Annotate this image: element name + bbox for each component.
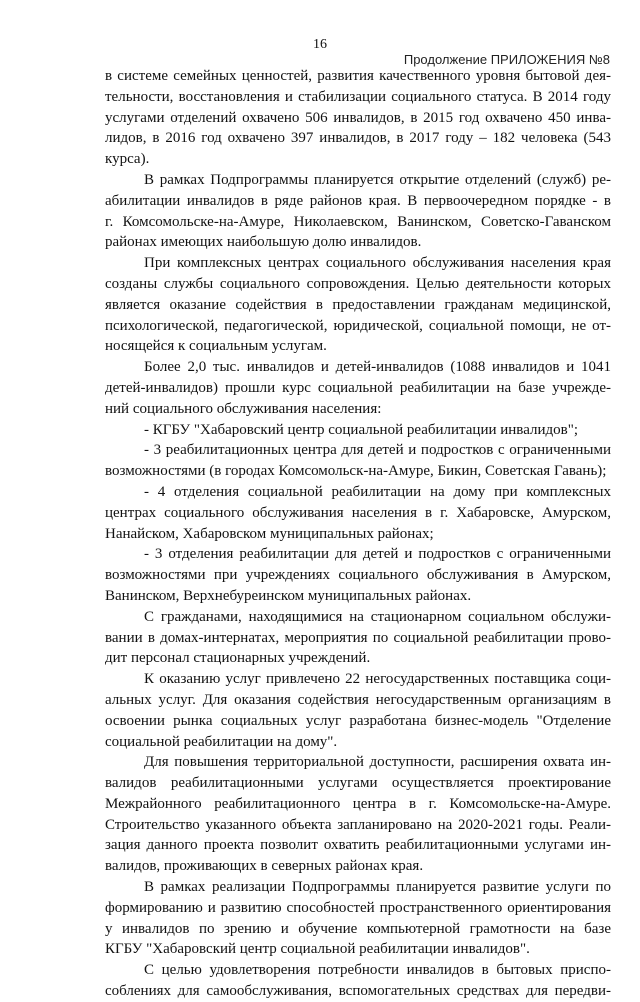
text-line: формированию и развитию способностей пространственного ориентирования <box>105 899 611 916</box>
continuation-label: Продолжение ПРИЛОЖЕНИЯ №8 <box>403 52 610 67</box>
text-line: ний социального обслуживания населения: <box>105 400 382 417</box>
text-line: Строительство указанного объекта запланировано на 2020-2021 годы. Реали- <box>105 816 611 833</box>
paragraph-first-line: При комплексных центрах социального обслуживания населения края <box>144 255 611 272</box>
paragraph-first-line: Более 2,0 тыс. инвалидов и детей-инвалидов (1088 инвалидов и 1041 <box>144 359 611 376</box>
paragraph-first-line: Для повышения территориальной доступности, расширения охвата ин- <box>144 754 611 771</box>
document-body <box>105 66 611 1002</box>
text-line: детей-инвалидов) прошли курс социальной реабилитации на базе учрежде- <box>105 379 611 396</box>
text-line: тельности, восстановления и стабилизации социального статуса. В 2014 году <box>105 88 611 105</box>
text-line: возможностями при учреждениях социального обслуживания в Амурском, <box>105 567 611 584</box>
text-line: вании в домах-интернатах, мероприятия по социальной реабилитации прово- <box>105 629 611 646</box>
text-line: в системе семейных ценностей, развития качественного уровня бытовой дея- <box>105 68 611 84</box>
list-item: - 4 отделения социальной реабилитации на дому при комплексных <box>144 483 611 500</box>
text-line: валидов реабилитационными услугами осуществляется проектирование <box>105 775 611 792</box>
text-line: созданы службы социального сопровождения. Целью деятельности которых <box>105 275 611 292</box>
text-line: зация данного проекта позволит охватить реабилитационными услугами ин- <box>105 837 611 854</box>
text-line: альных услуг. Для оказания содействия негосударственным организациям в <box>105 691 611 708</box>
paragraph-first-line: В рамках Подпрограммы планируется открытие отделений (служб) ре- <box>144 171 611 188</box>
text-line: психологической, педагогической, юридической, социальной помощи, не от- <box>105 317 611 334</box>
text-line: услугами отделений охвачено 506 инвалидов, в 2015 год охвачено 450 инва- <box>105 109 611 126</box>
text-line: у инвалидов по зрению и обучение компьютерной грамотности на базе <box>105 920 611 937</box>
text-line: Межрайонного реабилитационного центра в г. Комсомольске-на-Амуре. <box>105 795 611 812</box>
text-line: возможностями (в городах Комсомольск-на-Амуре, Бикин, Советская Гавань); <box>105 463 607 480</box>
list-item: - КГБУ "Хабаровский центр социальной реабилитации инвалидов"; <box>144 421 579 438</box>
text-line: центрах социального обслуживания населения в г. Хабаровске, Амурском, <box>105 504 611 521</box>
paragraph-first-line: К оказанию услуг привлечено 22 негосударственных поставщика соци- <box>144 671 611 688</box>
text-line: валидов, проживающих в северных районах края. <box>105 858 424 875</box>
paragraph-first-line: С целью удовлетворения потребности инвалидов в бытовых приспо- <box>144 962 611 979</box>
text-line: освоении рынка социальных услуг разработана бизнес-модель "Отделение <box>105 712 611 729</box>
text-line: КГБУ "Хабаровский центр социальной реабилитации инвалидов". <box>105 941 530 958</box>
page-number: 16 <box>313 37 327 52</box>
list-item: - 3 реабилитационных центра для детей и подростков с ограниченными <box>144 442 611 459</box>
text-line: абилитации инвалидов в ряде районов края. В первоочередном порядке - в <box>105 192 611 209</box>
text-line: соблениях для самообслуживания, вспомогательных средствах для передви- <box>105 983 611 1000</box>
text-line: дит персонал стационарных учреждений. <box>105 650 371 667</box>
text-line: носящейся к социальным услугам. <box>105 338 327 355</box>
text-line: социальной реабилитации на дому". <box>105 733 338 750</box>
text-line: курса). <box>105 151 150 168</box>
text-line: районах имеющих наибольшую долю инвалидов. <box>105 234 422 251</box>
text-line: Ванинском, Верхнебуреинском муниципальных районах. <box>105 587 472 604</box>
paragraph-first-line: В рамках реализации Подпрограммы планируется развитие услуги по <box>144 879 611 896</box>
text-line: Нанайском, Хабаровском муниципальных районах; <box>105 525 434 542</box>
text-line: г. Комсомольске-на-Амуре, Николаевском, Ванинском, Советско-Гаванском <box>105 213 611 230</box>
text-line: лидов, в 2016 год охвачено 397 инвалидов, в 2017 году – 182 человека (543 <box>105 130 611 147</box>
text-line: является оказание содействия в предоставлении гражданам медицинской, <box>105 296 611 313</box>
paragraph-first-line: С гражданами, находящимися на стационарном социальном обслужи- <box>144 608 611 625</box>
list-item: - 3 отделения реабилитации для детей и подростков с ограниченными <box>144 546 611 563</box>
